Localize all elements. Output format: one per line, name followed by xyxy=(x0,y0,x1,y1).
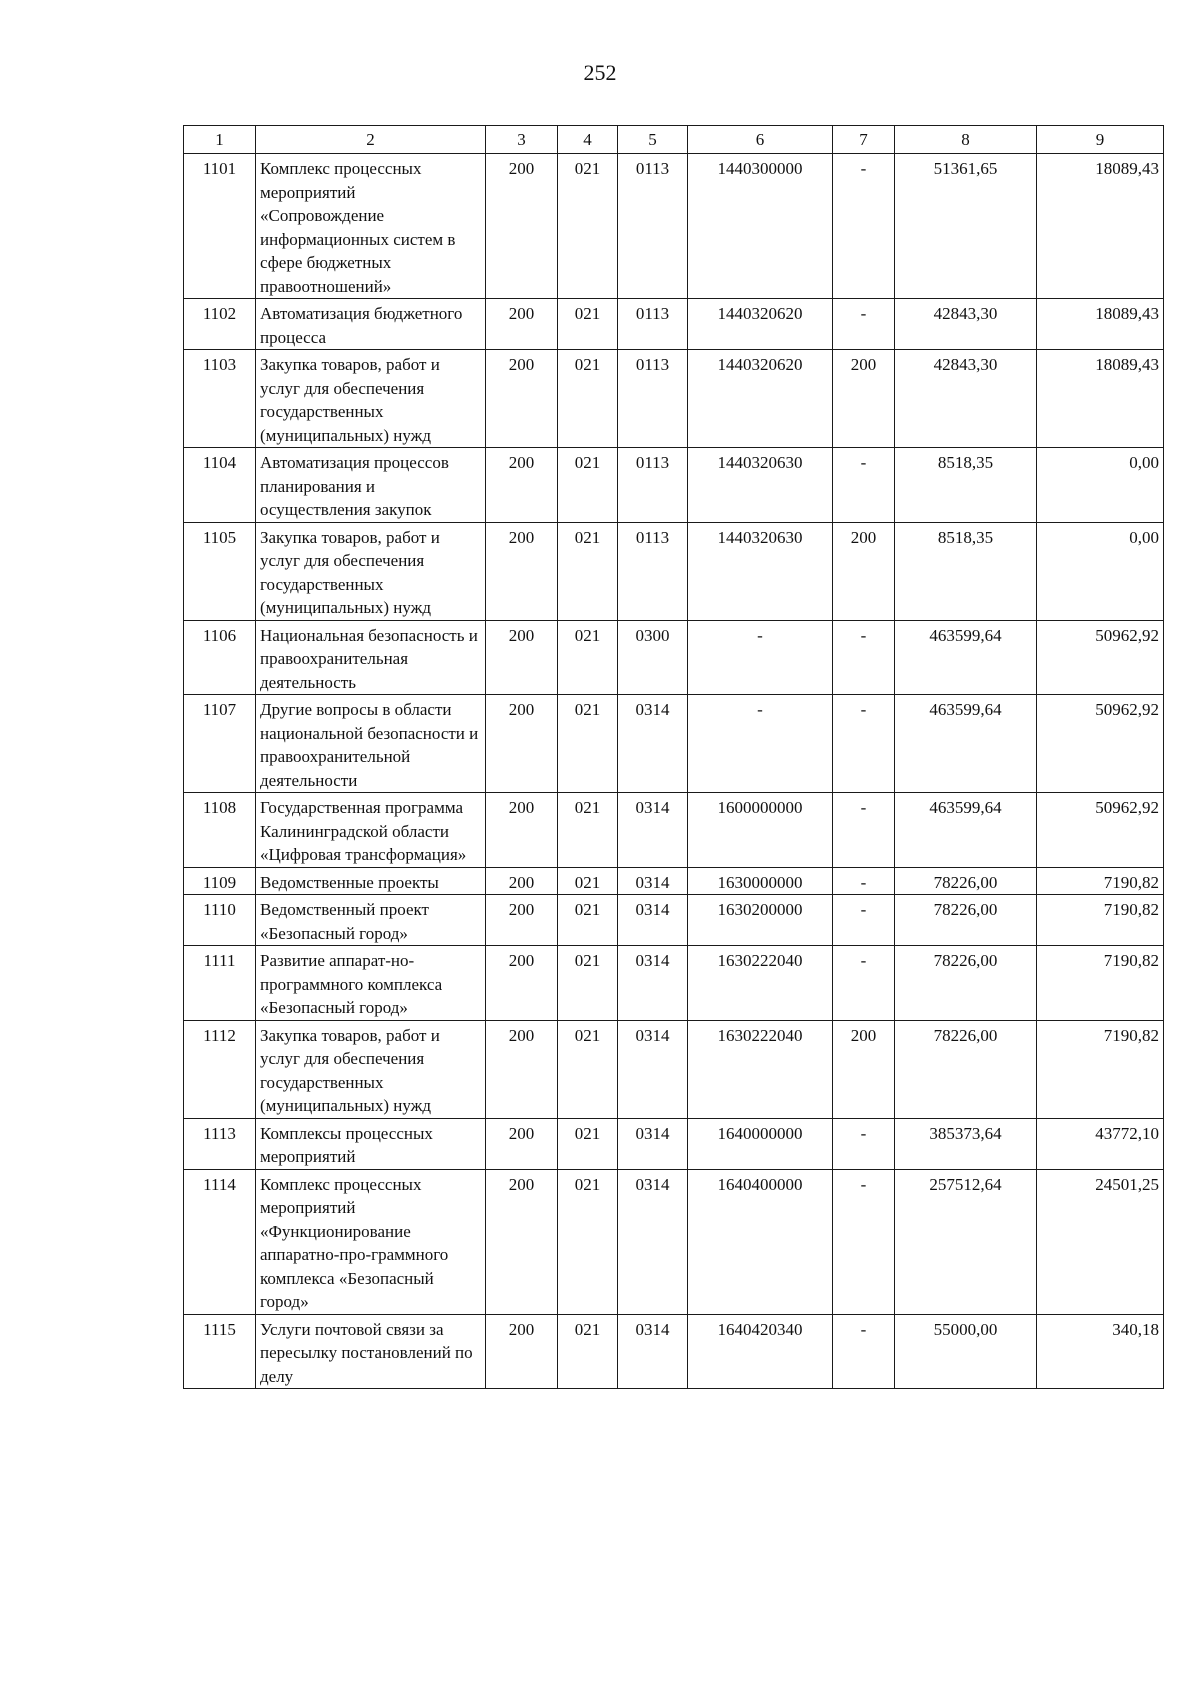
code-7: 200 xyxy=(833,522,895,620)
code-4: 021 xyxy=(558,448,618,523)
column-header: 3 xyxy=(486,126,558,154)
code-6: 1640420340 xyxy=(688,1314,833,1389)
row-name: Закупка товаров, работ и услуг для обеспечения государственных (муниципальных) нужд xyxy=(256,1020,486,1118)
code-4: 021 xyxy=(558,895,618,946)
code-4: 021 xyxy=(558,1169,618,1314)
amount-8: 8518,35 xyxy=(895,448,1037,523)
amount-9: 18089,43 xyxy=(1037,299,1164,350)
table-row xyxy=(184,1169,1164,1314)
code-3: 200 xyxy=(486,793,558,868)
row-name: Закупка товаров, работ и услуг для обеспечения государственных (муниципальных) нужд xyxy=(256,522,486,620)
column-header: 1 xyxy=(184,126,256,154)
row-number: 1109 xyxy=(184,867,256,895)
code-3: 200 xyxy=(486,154,558,299)
row-number: 1107 xyxy=(184,695,256,793)
code-3: 200 xyxy=(486,695,558,793)
code-7: - xyxy=(833,695,895,793)
row-number: 1104 xyxy=(184,448,256,523)
amount-9: 7190,82 xyxy=(1037,946,1164,1021)
amount-9: 0,00 xyxy=(1037,522,1164,620)
code-4: 021 xyxy=(558,154,618,299)
page-number: 252 xyxy=(583,60,617,85)
amount-8: 463599,64 xyxy=(895,695,1037,793)
code-3: 200 xyxy=(486,1020,558,1118)
column-header: 2 xyxy=(256,126,486,154)
row-name: Автоматизация процессов планирования и осуществления закупок xyxy=(256,448,486,523)
code-7: - xyxy=(833,946,895,1021)
amount-8: 42843,30 xyxy=(895,350,1037,448)
row-name: Ведомственные проекты xyxy=(256,867,486,895)
code-7: - xyxy=(833,1314,895,1389)
table-row xyxy=(184,695,1164,793)
code-4: 021 xyxy=(558,793,618,868)
code-5: 0314 xyxy=(618,1169,688,1314)
amount-9: 0,00 xyxy=(1037,448,1164,523)
code-4: 021 xyxy=(558,695,618,793)
code-6: 1640400000 xyxy=(688,1169,833,1314)
row-number: 1108 xyxy=(184,793,256,868)
column-header: 5 xyxy=(618,126,688,154)
amount-8: 42843,30 xyxy=(895,299,1037,350)
amount-8: 463599,64 xyxy=(895,620,1037,695)
code-6: - xyxy=(688,620,833,695)
code-7: - xyxy=(833,299,895,350)
code-7: - xyxy=(833,1118,895,1169)
amount-8: 55000,00 xyxy=(895,1314,1037,1389)
code-6: 1440320630 xyxy=(688,448,833,523)
amount-9: 340,18 xyxy=(1037,1314,1164,1389)
table-row xyxy=(184,350,1164,448)
code-5: 0314 xyxy=(618,895,688,946)
code-5: 0314 xyxy=(618,1314,688,1389)
code-6: 1600000000 xyxy=(688,793,833,868)
amount-9: 7190,82 xyxy=(1037,867,1164,895)
column-header: 6 xyxy=(688,126,833,154)
code-7: - xyxy=(833,620,895,695)
table-row xyxy=(184,867,1164,895)
code-3: 200 xyxy=(486,867,558,895)
code-5: 0300 xyxy=(618,620,688,695)
amount-9: 18089,43 xyxy=(1037,350,1164,448)
amount-8: 8518,35 xyxy=(895,522,1037,620)
row-name: Государственная программа Калининградской области «Цифровая трансформация» xyxy=(256,793,486,868)
code-5: 0314 xyxy=(618,1020,688,1118)
code-5: 0113 xyxy=(618,350,688,448)
row-number: 1102 xyxy=(184,299,256,350)
code-5: 0314 xyxy=(618,793,688,868)
table-row xyxy=(184,1020,1164,1118)
code-5: 0113 xyxy=(618,154,688,299)
code-6: 1630222040 xyxy=(688,946,833,1021)
code-4: 021 xyxy=(558,1020,618,1118)
amount-8: 463599,64 xyxy=(895,793,1037,868)
code-3: 200 xyxy=(486,350,558,448)
code-3: 200 xyxy=(486,895,558,946)
table-row xyxy=(184,793,1164,868)
amount-9: 24501,25 xyxy=(1037,1169,1164,1314)
row-name: Национальная безопасность и правоохранительная деятельность xyxy=(256,620,486,695)
amount-9: 18089,43 xyxy=(1037,154,1164,299)
table-body xyxy=(184,154,1164,1389)
code-6: 1440320620 xyxy=(688,350,833,448)
code-5: 0314 xyxy=(618,695,688,793)
code-7: - xyxy=(833,448,895,523)
amount-9: 7190,82 xyxy=(1037,1020,1164,1118)
code-4: 021 xyxy=(558,522,618,620)
code-5: 0314 xyxy=(618,946,688,1021)
code-7: - xyxy=(833,895,895,946)
amount-8: 51361,65 xyxy=(895,154,1037,299)
code-4: 021 xyxy=(558,350,618,448)
code-7: - xyxy=(833,793,895,868)
table-row xyxy=(184,1314,1164,1389)
code-4: 021 xyxy=(558,1118,618,1169)
amount-9: 7190,82 xyxy=(1037,895,1164,946)
code-5: 0314 xyxy=(618,1118,688,1169)
row-number: 1115 xyxy=(184,1314,256,1389)
code-4: 021 xyxy=(558,867,618,895)
code-3: 200 xyxy=(486,448,558,523)
amount-9: 50962,92 xyxy=(1037,793,1164,868)
code-3: 200 xyxy=(486,299,558,350)
code-3: 200 xyxy=(486,1169,558,1314)
code-6: - xyxy=(688,695,833,793)
code-3: 200 xyxy=(486,1118,558,1169)
amount-9: 43772,10 xyxy=(1037,1118,1164,1169)
code-6: 1440300000 xyxy=(688,154,833,299)
code-6: 1630200000 xyxy=(688,895,833,946)
code-7: - xyxy=(833,154,895,299)
code-6: 1630000000 xyxy=(688,867,833,895)
row-name: Комплекс процессных мероприятий «Сопровождение информационных систем в сфере бюджетных правоотношений» xyxy=(256,154,486,299)
amount-8: 78226,00 xyxy=(895,946,1037,1021)
row-number: 1114 xyxy=(184,1169,256,1314)
row-number: 1101 xyxy=(184,154,256,299)
row-number: 1106 xyxy=(184,620,256,695)
table-row xyxy=(184,946,1164,1021)
row-name: Другие вопросы в области национальной безопасности и правоохранительной деятельности xyxy=(256,695,486,793)
row-number: 1105 xyxy=(184,522,256,620)
column-header: 7 xyxy=(833,126,895,154)
code-7: 200 xyxy=(833,1020,895,1118)
row-name: Комплексы процессных мероприятий xyxy=(256,1118,486,1169)
amount-8: 257512,64 xyxy=(895,1169,1037,1314)
code-5: 0314 xyxy=(618,867,688,895)
table-row xyxy=(184,1118,1164,1169)
code-4: 021 xyxy=(558,299,618,350)
code-7: - xyxy=(833,867,895,895)
code-5: 0113 xyxy=(618,299,688,350)
row-number: 1113 xyxy=(184,1118,256,1169)
table-header-row xyxy=(184,126,1164,154)
code-4: 021 xyxy=(558,620,618,695)
row-number: 1111 xyxy=(184,946,256,1021)
row-name: Комплекс процессных мероприятий «Функционирование аппаратно-про-граммного комплекса «Безопасный город» xyxy=(256,1169,486,1314)
code-3: 200 xyxy=(486,522,558,620)
column-header: 4 xyxy=(558,126,618,154)
budget-table xyxy=(183,125,1164,1389)
table-row xyxy=(184,154,1164,299)
row-number: 1103 xyxy=(184,350,256,448)
code-6: 1630222040 xyxy=(688,1020,833,1118)
code-4: 021 xyxy=(558,1314,618,1389)
code-5: 0113 xyxy=(618,522,688,620)
code-4: 021 xyxy=(558,946,618,1021)
amount-9: 50962,92 xyxy=(1037,695,1164,793)
code-6: 1640000000 xyxy=(688,1118,833,1169)
column-header: 9 xyxy=(1037,126,1164,154)
code-3: 200 xyxy=(486,946,558,1021)
table-row xyxy=(184,620,1164,695)
row-name: Закупка товаров, работ и услуг для обеспечения государственных (муниципальных) нужд xyxy=(256,350,486,448)
table-row xyxy=(184,895,1164,946)
row-name: Развитие аппарат-но-программного комплекса «Безопасный город» xyxy=(256,946,486,1021)
amount-8: 78226,00 xyxy=(895,1020,1037,1118)
code-6: 1440320630 xyxy=(688,522,833,620)
column-header: 8 xyxy=(895,126,1037,154)
code-3: 200 xyxy=(486,620,558,695)
table-row xyxy=(184,299,1164,350)
code-7: 200 xyxy=(833,350,895,448)
code-6: 1440320620 xyxy=(688,299,833,350)
row-name: Автоматизация бюджетного процесса xyxy=(256,299,486,350)
row-number: 1112 xyxy=(184,1020,256,1118)
amount-8: 78226,00 xyxy=(895,867,1037,895)
code-3: 200 xyxy=(486,1314,558,1389)
code-7: - xyxy=(833,1169,895,1314)
code-5: 0113 xyxy=(618,448,688,523)
row-name: Услуги почтовой связи за пересылку постановлений по делу xyxy=(256,1314,486,1389)
row-name: Ведомственный проект «Безопасный город» xyxy=(256,895,486,946)
amount-8: 78226,00 xyxy=(895,895,1037,946)
amount-8: 385373,64 xyxy=(895,1118,1037,1169)
table-row xyxy=(184,522,1164,620)
amount-9: 50962,92 xyxy=(1037,620,1164,695)
row-number: 1110 xyxy=(184,895,256,946)
table-row xyxy=(184,448,1164,523)
